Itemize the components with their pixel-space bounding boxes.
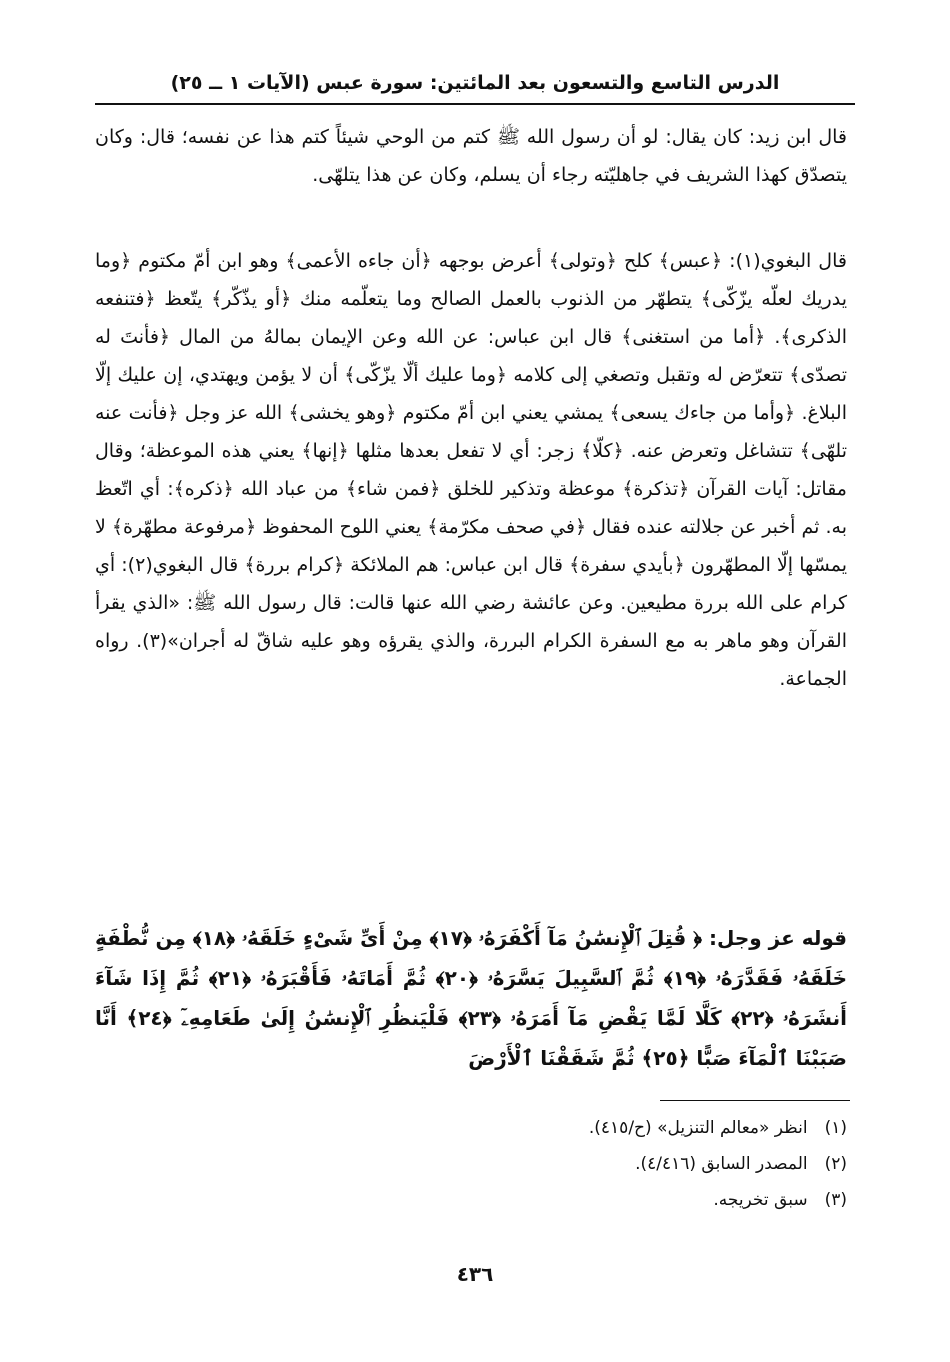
footnote-text: المصدر السابق (٤/٤١٦). [635, 1154, 808, 1174]
footnote-item [95, 1182, 847, 1218]
footnote-number: (١) [824, 1118, 847, 1138]
quran-passage: قوله عز وجل: ﴿ قُتِلَ ٱلْإِنسَٰنُ مَآ أَكْفَرَهُۥ ﴿١٧﴾ مِنْ أَىِّ شَىْءٍ خَلَقَهُۥ ﴿١٨﴾ مِن نُّطْفَةٍ خَلَقَهُۥ فَقَدَّرَهُۥ ﴿١٩﴾ ثُمَّ ٱلسَّبِيلَ يَسَّرَهُۥ ﴿٢٠﴾ ثُمَّ أَمَاتَهُۥ فَأَقْبَرَهُۥ ﴿٢١﴾ ثُمَّ إِذَا شَآءَ أَنشَرَهُۥ ﴿٢٢﴾ كَلَّا لَمَّا يَقْضِ مَآ أَمَرَهُۥ ﴿٢٣﴾ فَلْيَنظُرِ ٱلْإِنسَٰنُ إِلَىٰ طَعَامِهِۦٓ ﴿٢٤﴾ أَنَّا صَبَبْنَا ٱلْمَآءَ صَبًّا ﴿٢٥﴾ ثُمَّ شَقَقْنَا ٱلْأَرْضَ [95, 926, 848, 1070]
footnote-text: انظر «معالم التنزيل» (ح/٤١٥). [588, 1118, 808, 1138]
footnote-number: (٣) [824, 1190, 847, 1210]
page-number: ٤٣٦ [456, 1262, 494, 1286]
footnote-item [95, 1146, 847, 1182]
footnote-rule [660, 1100, 850, 1101]
running-header: الدرس التاسع والتسعون بعد المائتين: سورة عبس (الآيات ١ ــ ٢٥) [170, 72, 780, 94]
body-paragraph-1: قال ابن زيد: كان يقال: لو أن رسول الله ﷺ كتم من الوحي شيئاً كتم هذا عن نفسه؛ قال: وكان يتصدّق كهذا الشريف في جاهليّته رجاء أن يسلم، وكان عن هذا يتلهّى. [95, 126, 847, 186]
footnote-text: سبق تخريجه. [713, 1190, 808, 1210]
footnote-number: (٢) [824, 1154, 847, 1174]
body-paragraph-2: قال البغوي(١): ﴿عبس﴾ كلح ﴿وتولى﴾ أعرض بوجهه ﴿أن جاءه الأعمى﴾ وهو ابن أمّ مكتوم ﴿وما يدريك لعلّه يزّكّى﴾ يتطهّر من الذنوب بالعمل الصالح وما يتعلّمه منك ﴿أو يذّكّر﴾ يتّعظ ﴿فتنفعه الذكرى﴾. ﴿أما من استغنى﴾ قال ابن عباس: عن الله وعن الإيمان بمالهُ من المال ﴿فأنتَ له تصدّى﴾ تتعرّض له وتقبل وتصغي إلى كلامه ﴿وما عليك ألّا يزّكّى﴾ أن لا يؤمن ويهتدي، إن عليك إلّا البلاغ. ﴿وأما من جاءك يسعى﴾ يمشي يعني ابن أمّ مكتوم ﴿وهو يخشى﴾ الله عز وجل ﴿فأنت عنه تلهّى﴾ تتشاغل وتعرض عنه. ﴿كلّا﴾ زجر: أي لا تفعل بعدها مثلها ﴿إنها﴾ يعني هذه الموعظة؛ وقال مقاتل: آيات القرآن ﴿تذكرة﴾ موعظة وتذكير للخلق ﴿فمن شاء﴾ من عباد الله ﴿ذكره﴾: أي اتّعظ به. ثم أخبر عن جلالته عنده فقال ﴿في صحف مكرّمة﴾ يعني اللوح المحفوظ ﴿مرفوعة مطهّرة﴾ لا يمسّها إلّا المطهّرون ﴿بأيدي سفرة﴾ قال ابن عباس: هم الملائكة ﴿كرام بررة﴾ قال البغوي(٢): أي كرام على الله بررة مطيعين. وعن عائشة رضي الله عنها قالت: قال رسول الله ﷺ: «الذي يقرأ القرآن وهو ماهر به مع السفرة الكرام البررة، والذي يقرؤه وهو عليه شاقّ له أجران»(٣). رواه الجماعة. [95, 250, 847, 690]
header-rule [95, 103, 855, 105]
footnote-item [95, 1110, 847, 1146]
footnotes-list [95, 1110, 847, 1218]
